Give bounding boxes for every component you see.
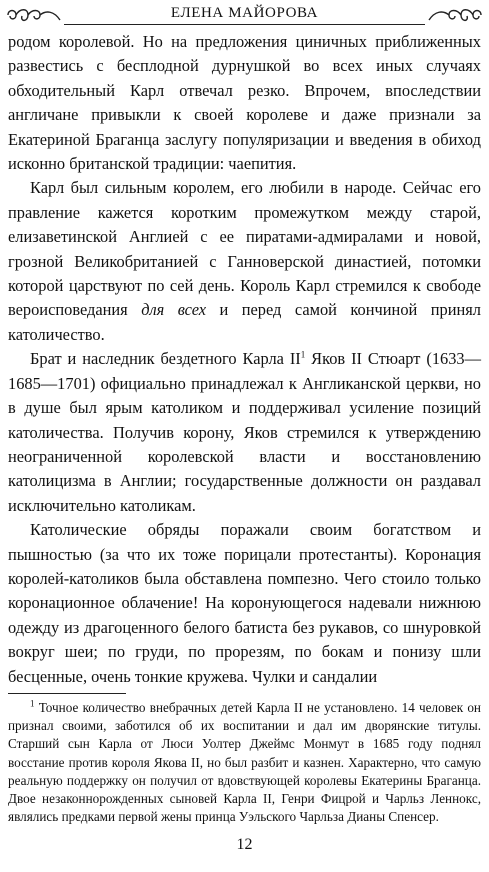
flourish-ornament-icon: [427, 6, 483, 24]
emphasis-text: для всех: [141, 300, 207, 320]
footnote-paragraph: [8, 699, 481, 826]
running-header: [6, 2, 483, 28]
page-number: 12: [236, 836, 253, 853]
paragraph-text: Карл был сильным королем, его любили в народе. Сейчас его правление кажется коротким промежутком между старой, елизаветинской Англией с ее пиратами-адмиралами и новой, грозной Великобританией с Ганноверской династией, потомки которой царствуют по сей день. Король Карл стремился к свободе вероисповедания: [8, 178, 481, 320]
book-author-title: ЕЛЕНА МАЙОРОВА: [170, 5, 319, 21]
footnote: [8, 699, 481, 826]
paragraph: родом королевой. Но на предложения циничных приближенных развестись с бесплодной дурнушкой во всех иных случаях обходительный Карл отвечал резко. Впрочем, впоследствии англичане привыкли к своей королеве и даже признали за Екатериной Браганца заслугу популяризации и введения в обиход исконно британской традиции: чаепития.: [8, 32, 481, 174]
header-rule: [64, 24, 425, 25]
paragraph-text: Яков II Стюарт (1633—1685—1701) официально принадлежал к Англиканской церкви, но в душе был ярым католиком и поддерживал усиление позиций католичества. Получив корону, Яков стремился к утверждению неограниченной королевской власти и восстановлению католицизма в Англии; государственные должности он раздавал исключительно католикам.: [8, 349, 481, 515]
paragraph-text: и перед самой кончиной принял католичество.: [8, 300, 481, 344]
footnote-reference[interactable]: 1: [300, 349, 306, 360]
paragraph: [8, 176, 481, 347]
footnote-mark: 1: [30, 698, 35, 709]
paragraph-text: Брат и наследник бездетного Карла II: [30, 349, 301, 369]
paragraph: [8, 347, 481, 518]
body-text: [8, 30, 481, 689]
paragraph: Католические обряды поражали своим богатством и пышностью (за что их тоже порицали протестанты). Коронация королей-католиков была обставлена помпезно. Чего стоило только коронационное облачение! На коронующегося надевали нижнюю одежду из драгоценного белого батиста без рукавов, со шнуровкой вокруг шеи; по груди, по прорезям, по бокам и понизу шли бесценные, очень тонкие кружева. Чулки и сандалии: [8, 520, 481, 686]
footnote-rule: [8, 693, 126, 694]
footnote-text: Точное количество внебрачных детей Карла II не установлено. 14 человек он признал своими, заботился об их воспитании и дал им дворянские титулы. Старший сын Карла от Люси Уолтер Джеймс Монмут в 1685 году поднял восстание против короля Якова II, но был разбит и казнен. Характерно, что самую реальную поддержку он получил от вдовствующей королевы Екатерины Браганца. Двое незаконнорожденных сыновей Карла II, Генри Фицрой и Чарльз Леннокс, являлись предками первой жены принца Уэльского Чарльза Дианы Спенсер.: [8, 700, 481, 825]
